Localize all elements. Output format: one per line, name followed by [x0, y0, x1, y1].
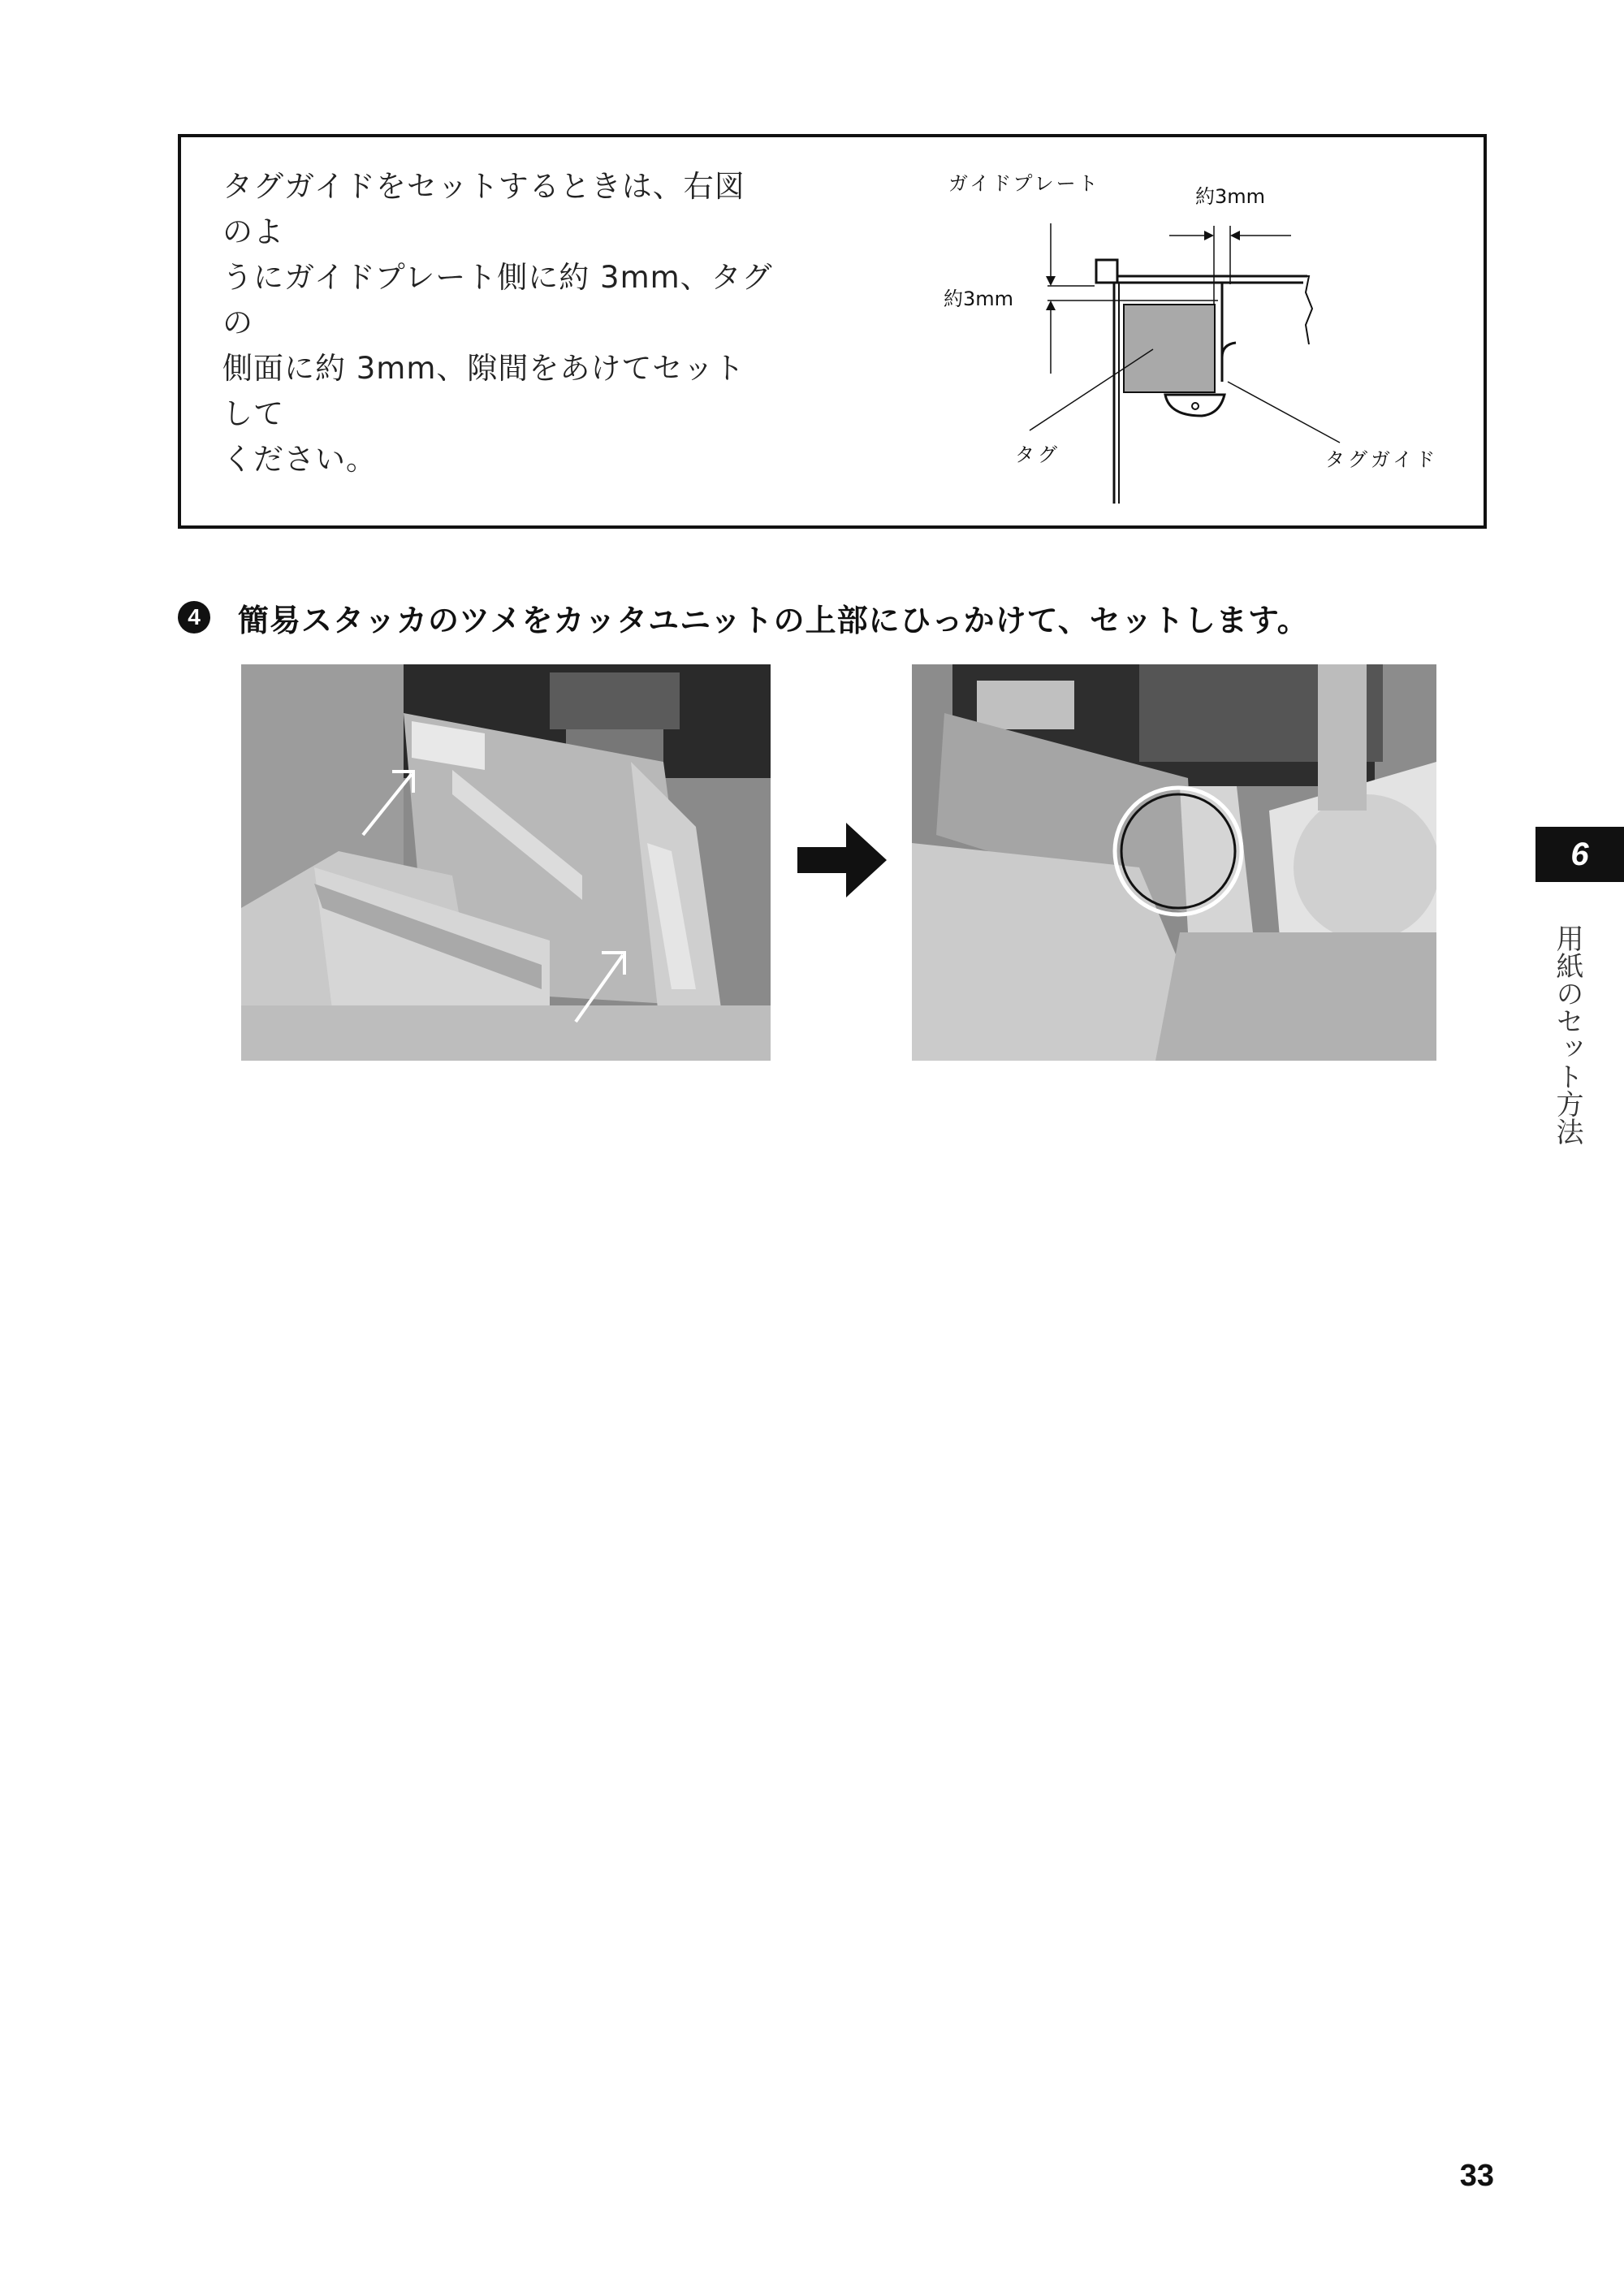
tag-guide-leader [1228, 382, 1340, 443]
step-number-badge: 4 [178, 601, 210, 633]
chapter-tab: 6 [1535, 827, 1624, 882]
step-heading [178, 593, 1396, 642]
gap-top-label: 約3mm [944, 288, 1014, 310]
note-line: うにガイドプレート側に約 3mm、タグの [222, 260, 773, 340]
dim-side-arrow2 [1230, 231, 1240, 240]
dim-top-arrow2 [1046, 301, 1056, 310]
page-number: 33 [1459, 2159, 1494, 2193]
photo-before [241, 664, 771, 1061]
tag-guide-diagram [934, 162, 1453, 520]
dim-side-arrow1 [1204, 231, 1214, 240]
tag-guide-label: タグガイド [1325, 448, 1439, 471]
chapter-title: 用紙のセット方法 [1551, 924, 1583, 1145]
note-text [222, 164, 775, 482]
note-line: 側面に約 3mm、隙間をあけてセットして [222, 351, 745, 431]
guide-plate-block [1096, 260, 1117, 283]
tag-label: タグ [1015, 443, 1060, 466]
guide-plate-break [1303, 276, 1312, 344]
gap-side-label: 約3mm [1195, 185, 1266, 208]
next-arrow-icon [797, 823, 887, 897]
photo-after [912, 664, 1436, 1061]
step-text: 簡易スタッカのツメをカッタユニットの上部にひっかけて、セットします。 [238, 602, 1309, 638]
tag-guide-hole [1192, 403, 1199, 409]
tag-guide-hook [1222, 343, 1236, 357]
dim-top-arrow1 [1046, 276, 1056, 286]
tag-shape [1124, 305, 1215, 392]
note-line: ください。 [222, 442, 377, 477]
guide-plate-label: ガイドプレート [948, 172, 1100, 195]
note-line: タグガイドをセットするときは、右図のよ [222, 169, 745, 249]
